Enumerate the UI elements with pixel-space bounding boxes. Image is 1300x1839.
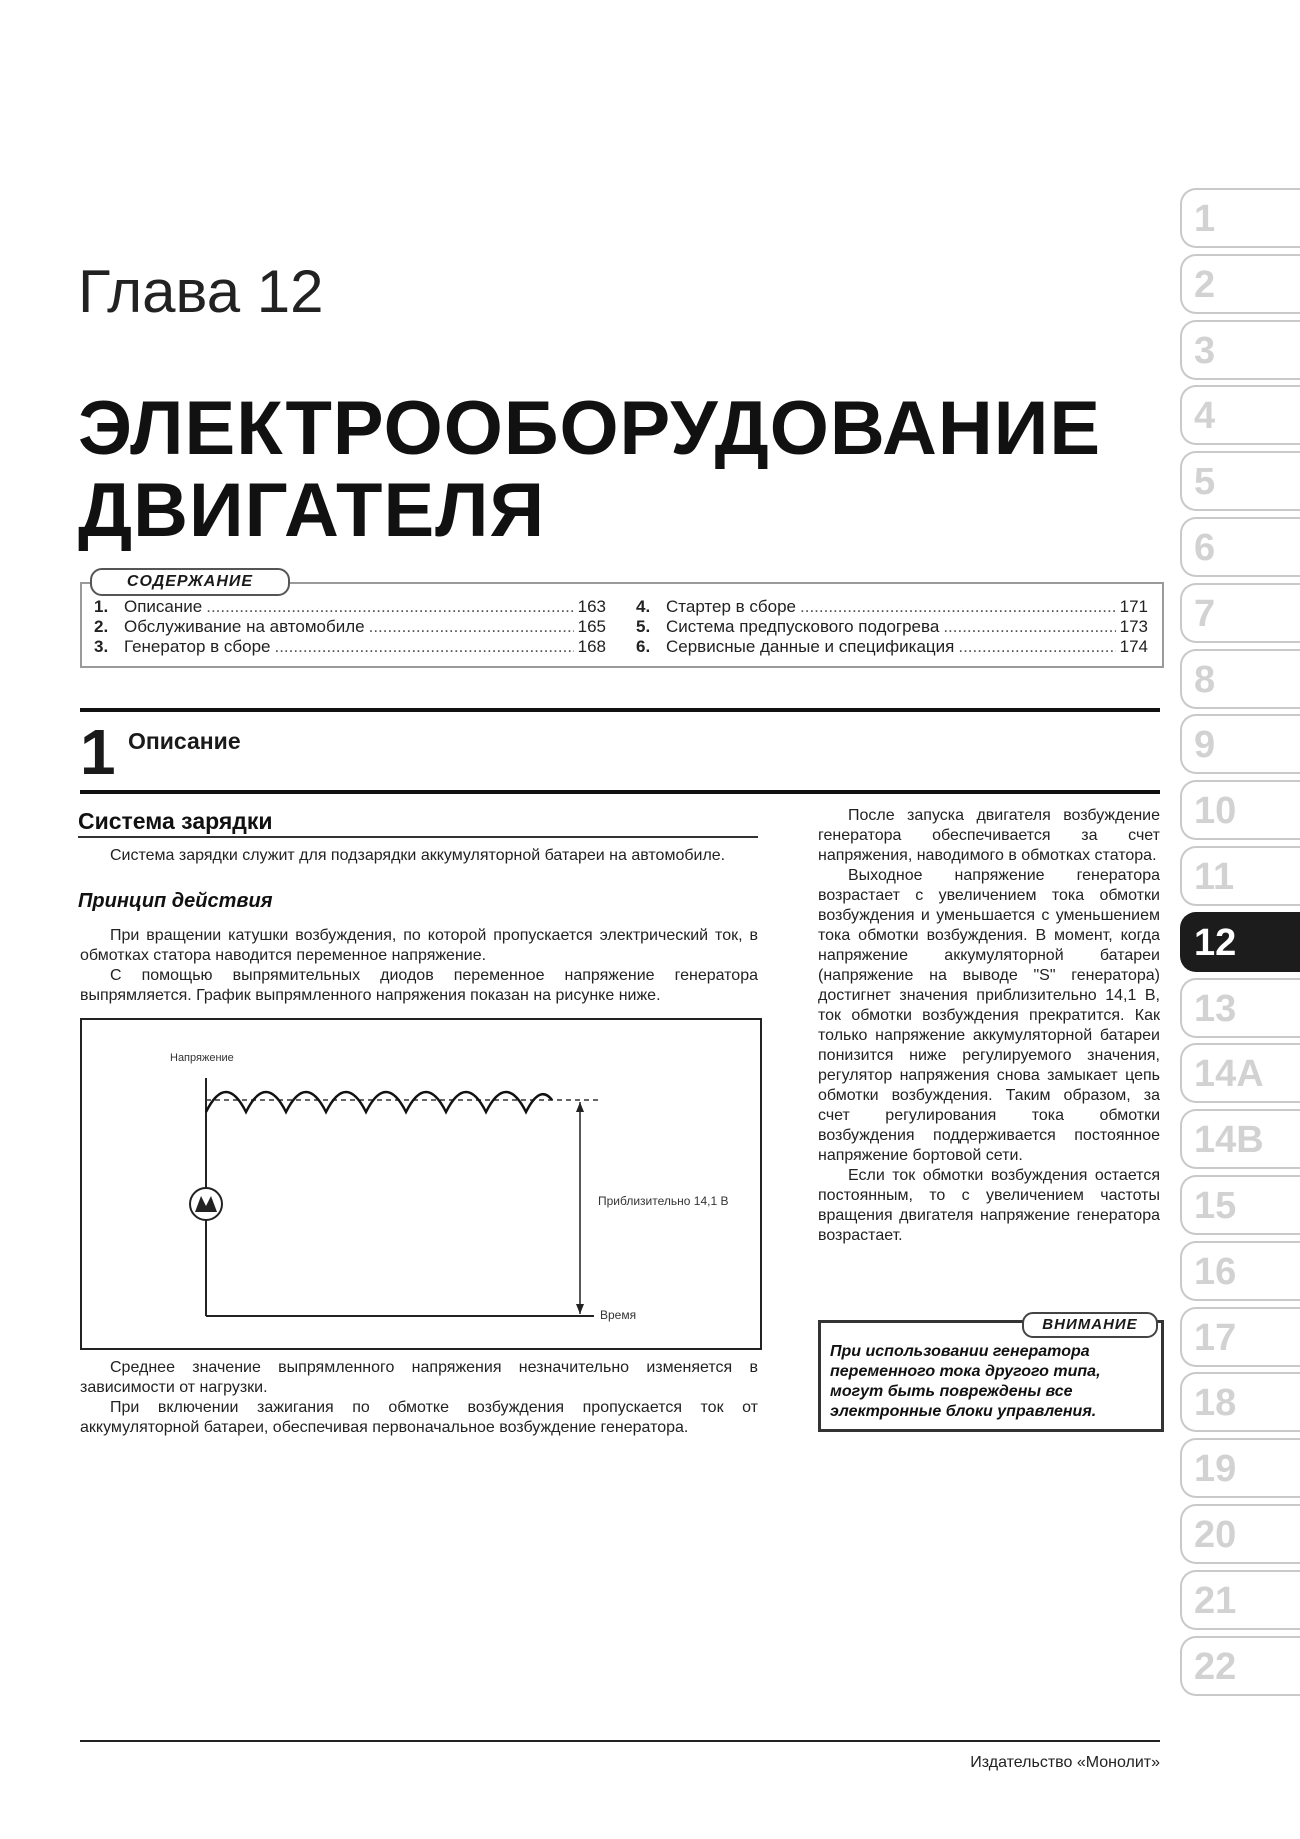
chapter-tab[interactable] [1180, 649, 1300, 709]
chapter-tab[interactable] [1180, 583, 1300, 643]
chapter-tab[interactable] [1180, 1241, 1300, 1301]
toc-item-page: 174 [1119, 637, 1148, 656]
chapter-tab[interactable] [1180, 912, 1300, 972]
chapter-tab[interactable] [1180, 1109, 1300, 1169]
chapter-tab-label: 10 [1194, 790, 1237, 833]
toc-item-page: 163 [577, 597, 606, 616]
chapter-tab-label: 14B [1194, 1119, 1264, 1162]
warning-text [830, 1342, 1148, 1422]
chapter-title-line2: ДВИГАТЕЛЯ [78, 468, 546, 553]
toc-column-right [636, 597, 1148, 657]
toc-item-num: 4. [636, 597, 651, 616]
toc-item-text: Обслуживание на автомобиле [124, 617, 365, 636]
principle-heading: Принцип действия [78, 890, 273, 912]
chapter-tab-label: 1 [1194, 198, 1216, 240]
footer-rule [80, 1740, 1160, 1742]
chapter-tab[interactable] [1180, 1504, 1300, 1564]
chapter-tab-label: 13 [1194, 987, 1237, 1030]
chapter-tab-label: 15 [1194, 1185, 1237, 1227]
chapter-tab-label: 22 [1194, 1645, 1237, 1688]
toc-item-num: 2. [94, 617, 109, 636]
chapter-tab[interactable] [1180, 1636, 1300, 1696]
rectified-voltage-curve [206, 1092, 552, 1112]
section-rule-bottom [80, 790, 1160, 794]
chapter-title [78, 388, 1101, 552]
chapter-tab[interactable] [1180, 1043, 1300, 1103]
chapter-label: Глава 12 [78, 258, 324, 325]
toc-item[interactable] [94, 617, 606, 637]
toc-item[interactable] [636, 637, 1148, 657]
toc-item-page: 173 [1119, 617, 1148, 636]
charging-intro [80, 846, 758, 866]
warning-line: переменного тока другого типа, [830, 1363, 1101, 1380]
chapter-tab-label: 4 [1194, 395, 1216, 438]
chapter-tab[interactable] [1180, 1438, 1300, 1498]
publisher: Издательство «Монолит» [970, 1754, 1160, 1771]
right-column-text [818, 806, 1160, 1246]
x-axis-label: Время [600, 1308, 637, 1322]
toc-column-left [94, 597, 606, 657]
chapter-tab[interactable] [1180, 714, 1300, 774]
chapter-tab[interactable] [1180, 320, 1300, 380]
dimension-arrow-top [576, 1102, 584, 1112]
toc-item-page: 165 [577, 617, 606, 636]
toc-item-num: 5. [636, 617, 651, 636]
toc-leader [958, 637, 1115, 657]
chapter-tab-label: 11 [1194, 856, 1235, 898]
toc-item-text: Описание [124, 597, 203, 616]
principle-para-2: С помощью выпрямительных диодов переменное напряжение генератора выпрямляется. График выпрямленного напряжения показан на рисунке ниже. [80, 967, 758, 1004]
chapter-tab-label: 3 [1194, 329, 1216, 372]
warning-label: ВНИМАНИЕ [1022, 1312, 1158, 1338]
chapter-tab[interactable] [1180, 188, 1300, 248]
toc-item[interactable] [94, 637, 606, 657]
chapter-tab-label: 7 [1194, 592, 1216, 635]
toc-item[interactable] [94, 597, 606, 617]
principle-text [80, 926, 758, 1006]
chapter-tab-label: 17 [1194, 1316, 1237, 1359]
warning-line: При использовании генератора [830, 1343, 1090, 1360]
y-axis-label: Напряжение [170, 1052, 234, 1064]
toc-item-num: 3. [94, 637, 109, 656]
chapter-tab-label: 5 [1194, 461, 1216, 504]
chapter-tab-label: 18 [1194, 1382, 1237, 1425]
right-para-1: После запуска двигателя возбуждение генератора обеспечивается за счет напряжения, наводимого в обмотках статора. [818, 807, 1160, 864]
chapter-tab-label: 14A [1194, 1053, 1264, 1096]
toc-item-text: Стартер в сборе [666, 597, 796, 616]
chapter-tab-label: 21 [1194, 1579, 1237, 1622]
section-rule-top [80, 708, 1160, 712]
dimension-arrow-bottom [576, 1304, 584, 1314]
voltage-graph [82, 1020, 760, 1348]
warning-line: могут быть повреждены все [830, 1383, 1073, 1400]
chapter-tab-label: 20 [1194, 1514, 1237, 1556]
chapter-tab[interactable] [1180, 451, 1300, 511]
chapter-tab[interactable] [1180, 1175, 1300, 1235]
toc-leader [943, 617, 1115, 637]
chapter-tab[interactable] [1180, 254, 1300, 314]
chapter-tab-label: 16 [1194, 1250, 1237, 1293]
toc-label: СОДЕРЖАНИЕ [90, 568, 290, 596]
chapter-tab-label: 6 [1194, 527, 1216, 569]
toc-item[interactable] [636, 617, 1148, 637]
toc-leader [800, 597, 1116, 617]
charging-heading: Система зарядки [78, 808, 273, 834]
intro-text: Система зарядки служит для подзарядки аккумуляторной батареи на автомобиле. [110, 847, 726, 864]
right-para-3: Если ток обмотки возбуждения остается постоянным, то с увеличением частоты вращения двигателя напряжение генератора возрастает. [818, 1167, 1160, 1244]
toc-item[interactable] [636, 597, 1148, 617]
toc-item-page: 171 [1119, 597, 1148, 616]
chapter-tab[interactable] [1180, 780, 1300, 840]
toc-item-text: Сервисные данные и спецификация [666, 637, 955, 656]
toc-item-text: Система предпускового подогрева [666, 617, 940, 636]
principle-para-1: При вращении катушки возбуждения, по которой пропускается электрический ток, в обмотках статора наводится переменное напряжение. [80, 927, 758, 964]
toc-item-num: 6. [636, 637, 651, 656]
chapter-title-line1: ЭЛЕКТРООБОРУДОВАНИЕ [78, 386, 1102, 471]
chapter-tab[interactable] [1180, 1372, 1300, 1432]
toc-leader [206, 597, 573, 617]
chapter-tab-label: 19 [1194, 1448, 1237, 1491]
chapter-tab[interactable] [1180, 517, 1300, 577]
chapter-tab-label: 9 [1194, 724, 1216, 767]
toc-leader [369, 617, 574, 637]
toc-leader [274, 637, 573, 657]
heading-underline [78, 836, 758, 838]
chapter-tab[interactable] [1180, 1307, 1300, 1367]
right-para-2: Выходное напряжение генератора возрастает с увеличением тока обмотки возбуждения и уменьшается с уменьшением тока обмотки возбуждения. В момент, когда напряжение аккумуляторной батареи (напряжение на выводе "S" генератора) достигнет значения приблизительно 14,1 В, ток обмотки возбуждения прекратится. Как только напряжение аккумуляторной батареи понизится ниже регулируемого значения, регулятор напряжения снова замыкает цепь обмотки возбуждения. Таким образом, за счет регулирования тока обмотки возбуждения поддерживается постоянное напряжение бортовой сети. [818, 867, 1160, 1164]
after-figure-para-1: Среднее значение выпрямленного напряжения незначительно изменяется в зависимости от нагрузки. [80, 1359, 758, 1396]
warning-line: электронные блоки управления. [830, 1403, 1097, 1420]
monolit-logo-icon [190, 1188, 222, 1220]
toc-item-text: Генератор в сборе [124, 637, 271, 656]
section-number: 1 [80, 716, 116, 788]
after-figure-text [80, 1358, 758, 1438]
toc-item-num: 1. [94, 597, 109, 616]
voltage-figure [80, 1018, 762, 1350]
chapter-tab-label: 12 [1194, 921, 1237, 964]
chapter-tab-label: 8 [1194, 658, 1216, 701]
section-title: Описание [128, 728, 241, 754]
chapter-tab[interactable] [1180, 846, 1300, 906]
chapter-tab[interactable] [1180, 1570, 1300, 1630]
chapter-tab[interactable] [1180, 385, 1300, 445]
after-figure-para-2: При включении зажигания по обмотке возбуждения пропускается ток от аккумуляторной батареи, обеспечивая первоначальное возбуждение генератора. [80, 1399, 758, 1436]
toc-item-page: 168 [577, 637, 606, 656]
level-label: Приблизительно 14,1 В [598, 1194, 729, 1208]
chapter-tab[interactable] [1180, 978, 1300, 1038]
chapter-tab-label: 2 [1194, 263, 1216, 306]
